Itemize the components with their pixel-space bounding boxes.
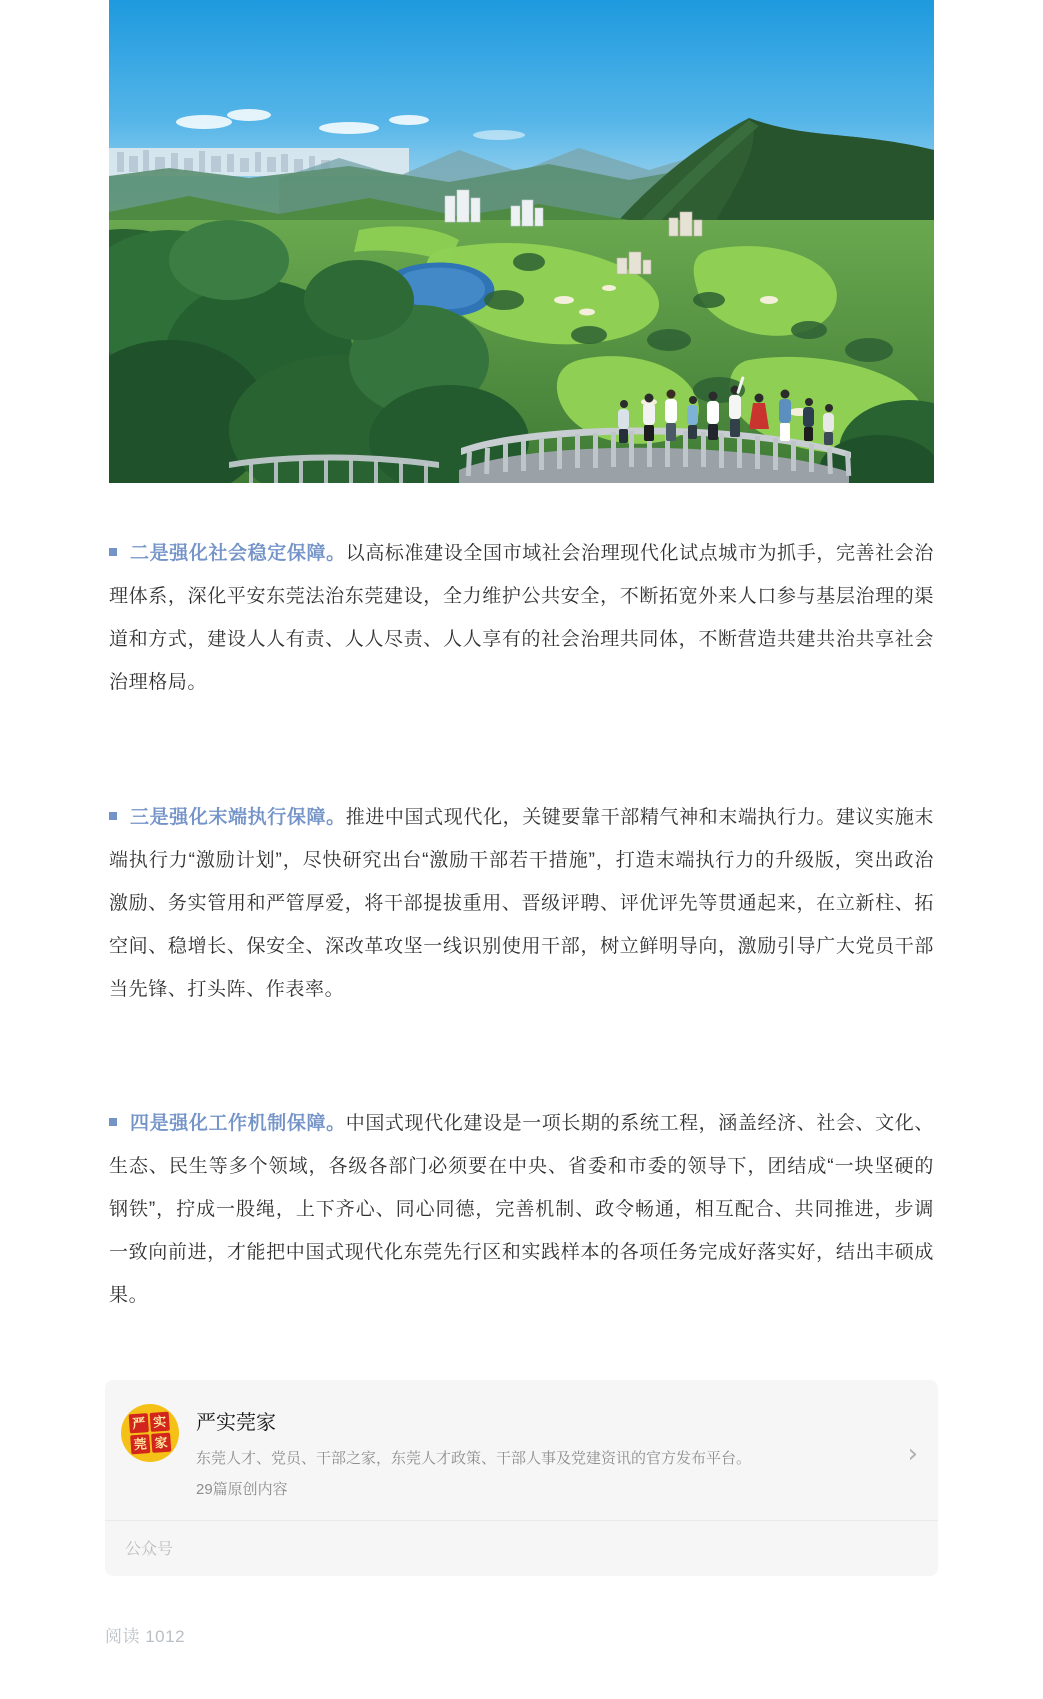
- bullet-square-icon: [109, 548, 117, 556]
- article-footer: [105, 1622, 938, 1673]
- paragraph-heading: 二是强化社会稳定保障。: [130, 543, 346, 564]
- chevron-right-icon: ›: [907, 1439, 918, 1470]
- official-account-card[interactable]: [105, 1380, 938, 1576]
- landscape-photo-illustration: [109, 0, 934, 483]
- paragraph-work-mechanism: [109, 1103, 934, 1318]
- account-name: 严实莞家: [196, 1412, 276, 1435]
- paragraph-body: 推进中国式现代化，关键要靠干部精气神和末端执行力。建议实施末端执行力“激励计划”，尽快研究出台“激励干部若干措施”，打造末端执行力的升级版，突出政治激励、务实管用和严管厚爱，将干部提拔重用、晋级评聘、评优评先等贯通起来，在立新柱、拓空间、稳增长、保安全、深改革攻坚一线识别使用干部，树立鲜明导向，激励引导广大党员干部当先锋、打头阵、作表率。: [109, 806, 934, 1000]
- article-content: [109, 483, 934, 1318]
- account-card-text: [196, 1404, 898, 1504]
- paragraph-social-stability: [109, 533, 934, 705]
- avatar-seal-logo: [129, 1412, 172, 1455]
- paragraph-heading: 三是强化末端执行保障。: [130, 806, 346, 828]
- bullet-square-icon: [109, 812, 117, 820]
- paragraph-body: 以高标准建设全国市域社会治理现代化试点城市为抓手，完善社会治理体系，深化平安东莞法治东莞建设，全力维护公共安全，不断拓宽外来人口参与基层治理的渠道和方式，建设人人有责、人人尽责、人人享有的社会治理共同体，不断营造共建共治共享社会治理格局。: [109, 543, 934, 693]
- account-avatar: [121, 1404, 179, 1462]
- paragraph-heading: 四是强化工作机制保障。: [130, 1113, 346, 1135]
- avatar-char: 莞: [130, 1434, 150, 1454]
- avatar-char: 家: [151, 1433, 171, 1453]
- account-description: 东莞人才、党员、干部之家，东莞人才政策、干部人事及党建资讯的官方发布平台。: [196, 1450, 752, 1468]
- account-card-main[interactable]: [105, 1380, 938, 1520]
- bullet-square-icon: [109, 1118, 117, 1126]
- paragraph-execution: [109, 797, 934, 1012]
- account-type-label: 公众号: [105, 1520, 938, 1576]
- paragraph-body: 中国式现代化建设是一项长期的系统工程，涵盖经济、社会、文化、生态、民生等多个领域，各级各部门必须要在中央、省委和市委的领导下，团结成“一块坚硬的钢铁”，拧成一股绳，上下齐心、同心同德，完善机制、政令畅通，相互配合、共同推进，步调一致向前进，才能把中国式现代化东莞先行区和实践样本的各项任务完成好落实好，结出丰硕成果。: [109, 1113, 934, 1307]
- read-count: 阅读 1012: [105, 1627, 186, 1647]
- avatar-char: 严: [129, 1413, 149, 1433]
- avatar-char: 实: [150, 1412, 170, 1432]
- hero-image: [109, 0, 934, 483]
- account-original-count: 29篇原创内容: [196, 1480, 288, 1498]
